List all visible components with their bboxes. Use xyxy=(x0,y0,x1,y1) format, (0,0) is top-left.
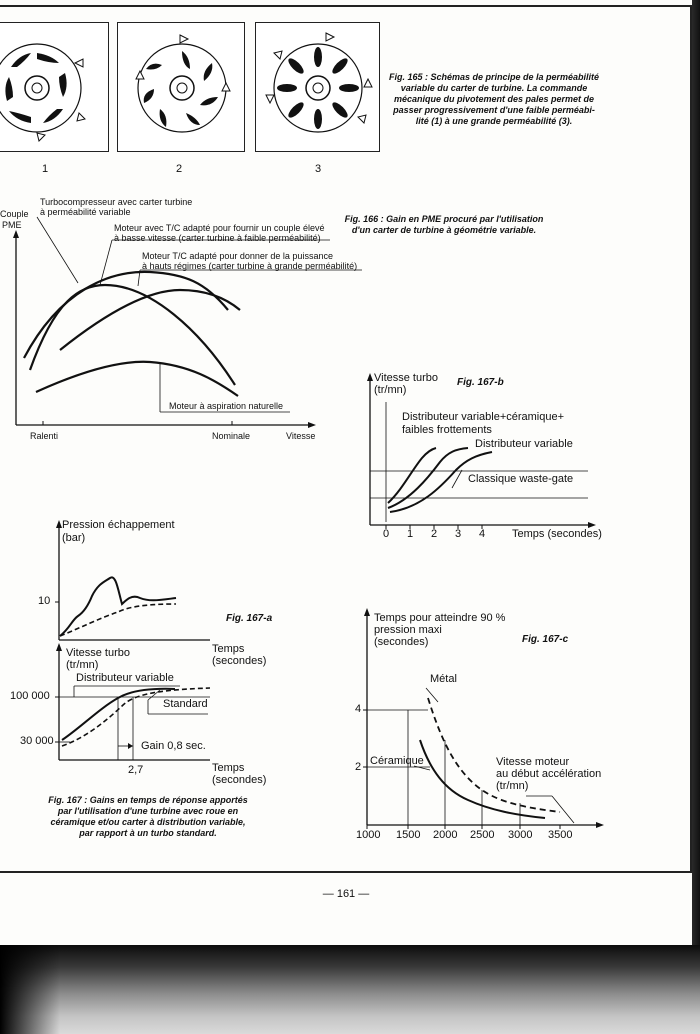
fig167c-label-metal: Métal xyxy=(430,673,457,685)
fig167b-xtick-2: 2 xyxy=(431,528,438,540)
page-number: — 161 — xyxy=(322,888,370,900)
fig167c-xtick-3500: 3500 xyxy=(548,829,573,841)
fig167b-ylabel-line1: Vitesse turbo xyxy=(374,372,439,384)
fig167c-ytick-2: 2 xyxy=(355,761,362,773)
fig166-xtick-vitesse: Vitesse xyxy=(286,431,316,441)
fig167c-xtick-3000: 3000 xyxy=(508,829,533,841)
fig166-xtick-ralenti: Ralenti xyxy=(30,431,59,441)
fig167a-bottom-ylabel-line2: (tr/mn) xyxy=(66,659,99,671)
fig167a-label-standard: Standard xyxy=(163,698,208,710)
fig167c-ytick-4: 4 xyxy=(355,703,362,715)
fig167b-xtick-3: 3 xyxy=(455,528,462,540)
fig167-caption: Fig. 167 : Gains en temps de réponse apportés par l'utilisation d'une turbine avec roue en céramique et/ou carter à distribution variable, par rapport à un turbo standard. xyxy=(48,795,248,838)
fig167b-series1-line1: Distributeur variable+céramique+ xyxy=(402,411,565,423)
fig167b-xlabel: Temps (secondes) xyxy=(512,528,602,540)
fig166-annotation-2b: à basse vitesse (carter turbine à faible perméabilité) xyxy=(114,233,321,243)
scan-edge-shadow-bottom xyxy=(0,945,700,1034)
fig165-label-1: 1 xyxy=(42,163,49,175)
fig167a-bottom-xlabel-line2: (secondes) xyxy=(212,774,267,786)
fig166-xtick-nominale: Nominale xyxy=(212,431,251,441)
fig167c-xtick-2500: 2500 xyxy=(470,829,495,841)
fig166-annotation-3b: à hauts régimes (carter turbine à grande perméabilité) xyxy=(142,261,358,271)
fig167a-top-ylabel-line2: (bar) xyxy=(62,532,86,544)
fig167a-ytick-100000: 100 000 xyxy=(10,690,50,702)
fig166-annotation-1b: à perméabilité variable xyxy=(40,207,131,217)
fig166-annotation-2a: Moteur avec T/C adapté pour fournir un couple élevé xyxy=(114,223,325,233)
fig167a-bottom-xlabel-line1: Temps xyxy=(212,762,245,774)
fig166-annotation-1a: Turbocompresseur avec carter turbine xyxy=(40,197,193,207)
fig166-ylabel-line2: PME xyxy=(2,220,22,230)
fig167a-bottom-ylabel-line1: Vitesse turbo xyxy=(66,647,131,659)
fig167c-ylabel-line1: Temps pour atteindre 90 % xyxy=(374,612,506,624)
fig167a-label-gain: Gain 0,8 sec. xyxy=(141,740,206,752)
fig167c-xtick-1000: 1000 xyxy=(356,829,381,841)
fig167b-xtick-1: 1 xyxy=(407,528,414,540)
fig167a-top-ytick: 10 xyxy=(38,595,51,607)
fig167a-xtick: 2,7 xyxy=(128,764,144,776)
fig167a-top-xlabel-line2: (secondes) xyxy=(212,655,267,667)
fig165-label-2: 2 xyxy=(176,163,183,175)
fig165-label-3: 3 xyxy=(315,163,322,175)
fig167b-series3: Classique waste-gate xyxy=(468,473,574,485)
fig167b-series1-line2: faibles frottements xyxy=(402,424,492,436)
fig167c-xlabel-line3: (tr/mn) xyxy=(496,780,529,792)
fig167b-ylabel-line2: (tr/mn) xyxy=(374,384,407,396)
fig167c-xtick-2000: 2000 xyxy=(433,829,458,841)
fig166-annotation-3a: Moteur T/C adapté pour donner de la puissance xyxy=(142,251,333,261)
fig167c-xlabel-line1: Vitesse moteur xyxy=(496,756,570,768)
fig166-ylabel-line1: Couple xyxy=(0,209,29,219)
fig165-caption: Fig. 165 : Schémas de principe de la perméabilité variable du carter de turbine. La commande mécanique du pivotement des pales permet de passer progressivement d'une faible perméabi- lité (1) à une grande perméabilité (3). xyxy=(388,72,600,126)
fig167b-series2: Distributeur variable xyxy=(475,438,573,450)
fig166-caption: Fig. 166 : Gain en PME procuré par l'utilisation d'un carter de turbine à géométrie variable. xyxy=(344,214,544,235)
fig167c-label-ceramique: Céramique xyxy=(370,755,424,767)
fig167c-xlabel-line2: au début accélération xyxy=(496,768,602,780)
scan-edge-shadow-right xyxy=(692,0,700,945)
fig167c-ylabel-line3: (secondes) xyxy=(374,636,429,648)
fig167b-xtick-0: 0 xyxy=(383,528,390,540)
fig167a-top-ylabel-line1: Pression échappement xyxy=(62,519,175,531)
fig167c-tag: Fig. 167-c xyxy=(522,634,569,645)
fig167a-top-xlabel-line1: Temps xyxy=(212,643,245,655)
fig166-annotation-4: Moteur à aspiration naturelle xyxy=(169,401,284,411)
fig167a-ytick-30000: 30 000 xyxy=(20,735,54,747)
fig167a-label-variable: Distributeur variable xyxy=(76,672,174,684)
fig167a-tag: Fig. 167-a xyxy=(226,613,273,624)
fig167c-xtick-1500: 1500 xyxy=(396,829,421,841)
fig167b-tag: Fig. 167-b xyxy=(457,377,504,388)
fig167c-ylabel-line2: pression maxi xyxy=(374,624,442,636)
fig167b-xtick-4: 4 xyxy=(479,528,486,540)
